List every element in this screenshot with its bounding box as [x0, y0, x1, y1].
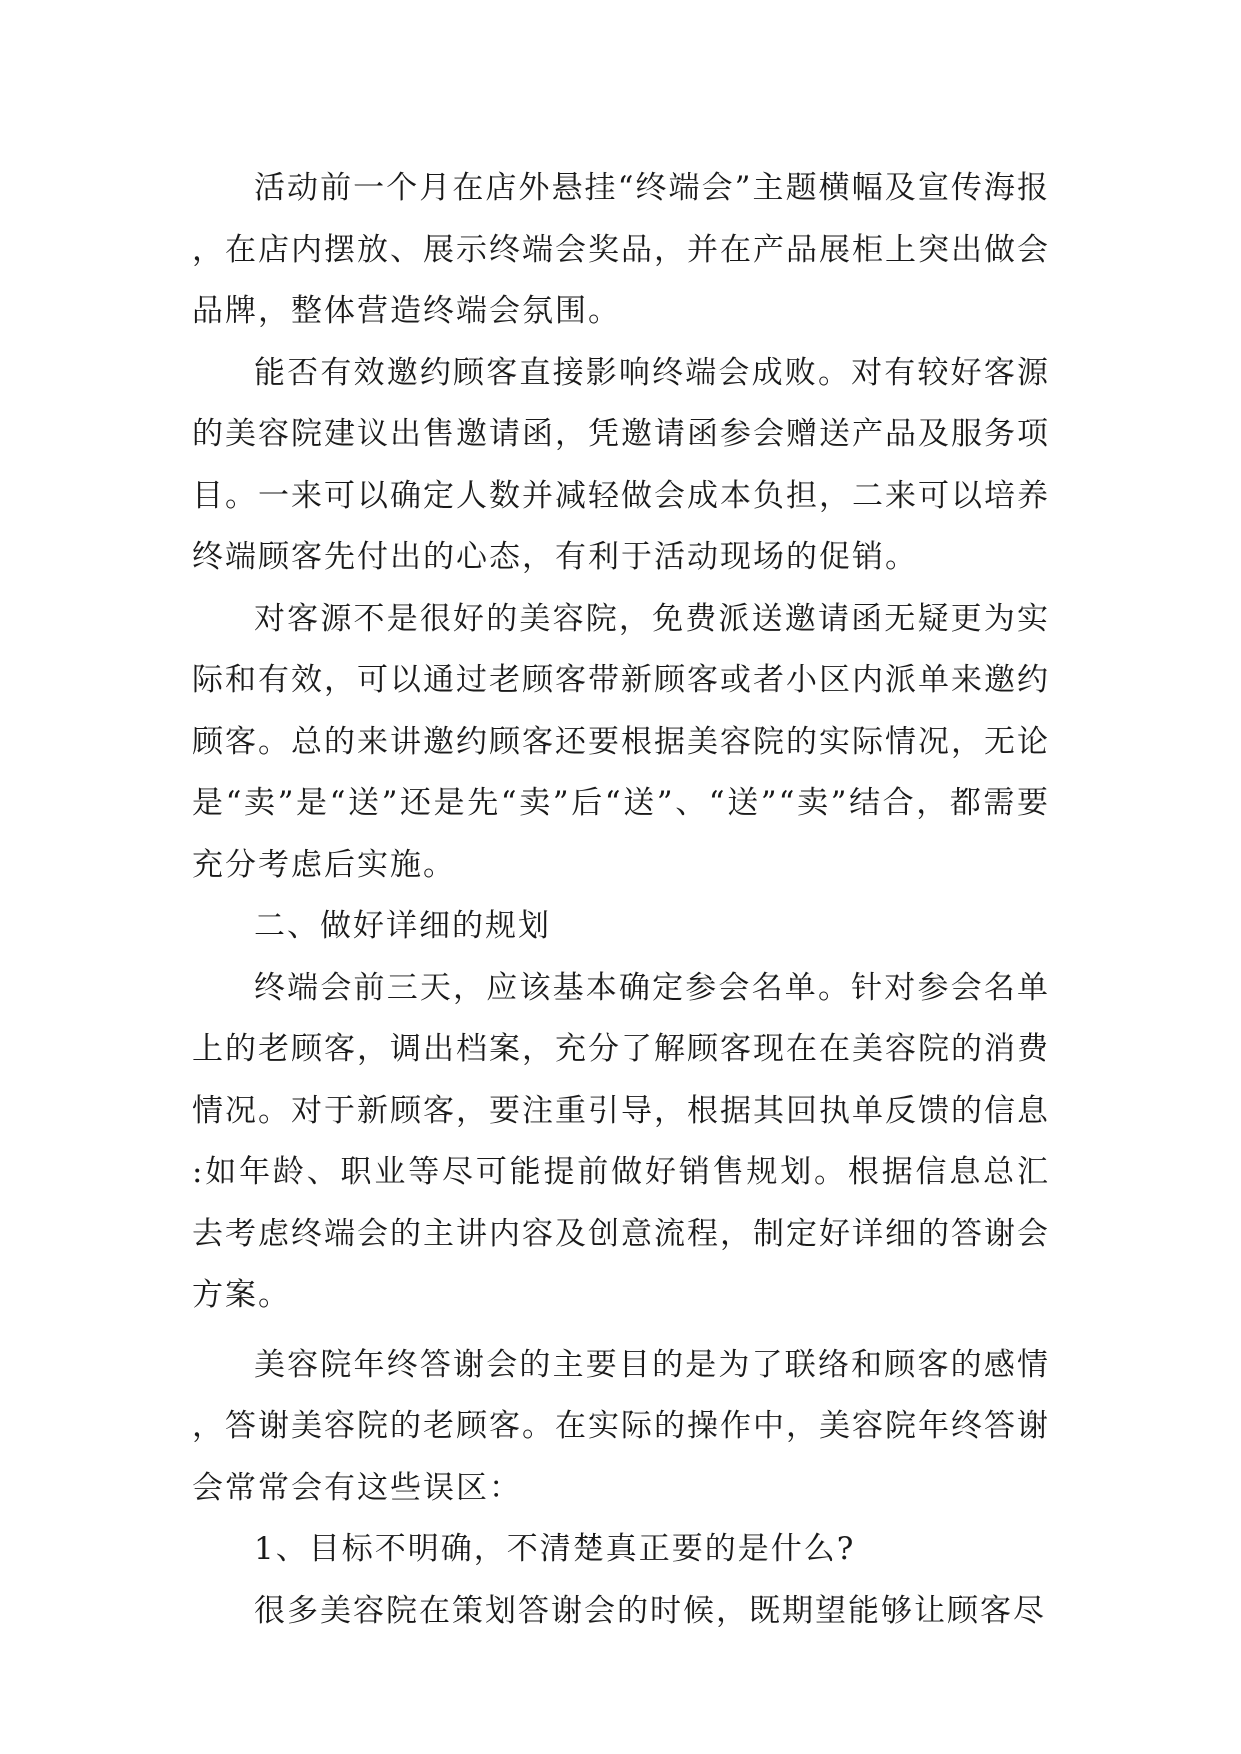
document-body — [192, 158, 1050, 1642]
paragraph-appreciation-purpose: 美容院年终答谢会的主要目的是为了联络和顾客的感情，答谢美容院的老顾客。在实际的操作中，美容院年终答谢会常常会有这些误区： — [192, 1346, 1050, 1506]
paragraph-invitation-sales: 能否有效邀约顾客直接影响终端会成败。对有较好客源的美容院建议出售邀请函，凭邀请函参会赠送产品及服务项目。一来可以确定人数并减轻做会成本负担，二来可以培养终端顾客先付出的心态，有利于活动现场的促销。 — [192, 354, 1050, 575]
paragraph-attendee-list: 终端会前三天，应该基本确定参会名单。针对参会名单上的老顾客，调出档案，充分了解顾客现在在美容院的消费情况。对于新顾客，要注重引导，根据其回执单反馈的信息:如年龄、职业等尽可能提前做好销售规划。根据信息总汇去考虑终端会的主讲内容及创意流程，制定好详细的答谢会方案。 — [192, 969, 1050, 1313]
section-heading-planning: 二、做好详细的规划 — [254, 908, 551, 944]
list-item-unclear-goal: 1、目标不明确，不清楚真正要的是什么? — [254, 1531, 856, 1567]
paragraph-preparation-banner: 活动前一个月在店外悬挂“终端会”主题横幅及宣传海报，在店内摆放、展示终端会奖品，并在产品展柜上突出做会品牌，整体营造终端会氛围。 — [192, 170, 1050, 329]
paragraph-free-invitation: 对客源不是很好的美容院，免费派送邀请函无疑更为实际和有效，可以通过老顾客带新顾客或者小区内派单来邀约顾客。总的来讲邀约顾客还要根据美容院的实际情况，无论是“卖”是“送”还是先“卖”后“送”、“送”“卖”结合，都需要充分考虑后实施。 — [192, 600, 1050, 883]
paragraph-expectations: 很多美容院在策划答谢会的时候，既期望能够让顾客尽 — [254, 1592, 1046, 1629]
